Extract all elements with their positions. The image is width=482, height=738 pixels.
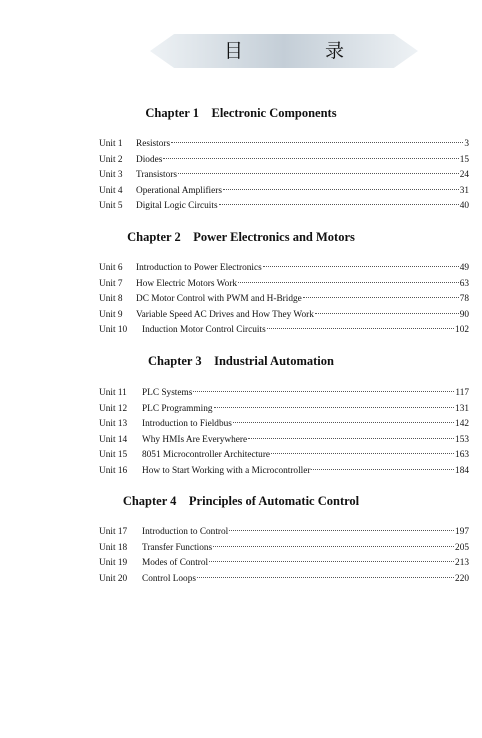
dot-leader [214, 407, 455, 408]
unit-title: 8051 Microcontroller Architecture [142, 450, 271, 460]
unit-title: Variable Speed AC Drives and How They Work [136, 309, 314, 320]
page-number: 205 [455, 542, 469, 553]
unit-number: Unit 19 [99, 558, 128, 568]
unit-number: Unit 18 [99, 542, 128, 553]
page-number: 184 [455, 465, 469, 476]
dot-leader [223, 189, 459, 190]
unit-title: PLC Systems [142, 388, 193, 398]
toc-entry[interactable] [99, 137, 469, 151]
toc-entry[interactable] [99, 184, 469, 198]
toc-title: 目 录 [223, 40, 383, 62]
page-number: 49 [459, 263, 469, 273]
toc-entry[interactable] [99, 292, 469, 306]
dot-leader [213, 546, 454, 547]
unit-title: Introduction to Power Electronics [136, 263, 262, 273]
toc-entry[interactable] [99, 417, 469, 431]
unit-number: Unit 20 [99, 573, 128, 584]
page-number: 131 [455, 403, 469, 414]
unit-number: Unit 6 [99, 263, 123, 273]
dot-leader [193, 391, 454, 392]
unit-title: Why HMIs Are Everywhere [142, 434, 248, 445]
page-number: 163 [455, 450, 469, 460]
unit-number: Unit 10 [99, 325, 128, 335]
dot-leader [311, 469, 454, 470]
dot-leader [267, 328, 454, 329]
unit-number: Unit 11 [99, 388, 127, 398]
dot-leader [229, 530, 454, 531]
toc-entry[interactable] [99, 386, 469, 400]
unit-title: DC Motor Control with PWM and H-Bridge [136, 294, 302, 304]
page-number: 3 [464, 139, 469, 149]
toc-entry[interactable] [99, 402, 469, 416]
toc-entry[interactable] [99, 433, 469, 447]
unit-number: Unit 1 [99, 139, 123, 149]
page-number: 153 [455, 434, 469, 445]
unit-number: Unit 16 [99, 465, 128, 476]
unit-title: Digital Logic Circuits [136, 201, 218, 211]
unit-number: Unit 17 [99, 527, 128, 537]
chapter-heading: Chapter 1 Electronic Components [145, 106, 337, 120]
unit-number: Unit 9 [99, 309, 123, 320]
page-number: 40 [459, 201, 469, 211]
toc-entry[interactable] [99, 572, 469, 586]
unit-title: Induction Motor Control Circuits [142, 325, 266, 335]
chapter-heading: Chapter 2 Power Electronics and Motors [127, 230, 355, 244]
page-number: 102 [455, 325, 469, 335]
page-number: 15 [459, 154, 469, 165]
dot-leader [219, 204, 459, 205]
unit-title: Control Loops [142, 573, 196, 584]
page-number: 197 [455, 527, 469, 537]
dot-leader [233, 422, 454, 423]
unit-number: Unit 15 [99, 450, 128, 460]
dot-leader [238, 282, 459, 283]
unit-title: Operational Amplifiers [136, 185, 222, 196]
dot-leader [303, 297, 459, 298]
unit-title: PLC Programming [142, 403, 213, 414]
unit-number: Unit 3 [99, 170, 123, 180]
dot-leader [171, 142, 463, 143]
unit-number: Unit 5 [99, 201, 123, 211]
toc-entry[interactable] [99, 448, 469, 462]
dot-leader [271, 453, 454, 454]
page-number: 31 [459, 185, 469, 196]
page-number: 117 [455, 388, 469, 398]
unit-title: Resistors [136, 139, 171, 149]
dot-leader [197, 577, 454, 578]
toc-entry[interactable] [99, 464, 469, 478]
toc-entry[interactable] [99, 541, 469, 555]
toc-entry[interactable] [99, 277, 469, 291]
chapter-heading: Chapter 4 Principles of Automatic Control [122, 494, 360, 508]
chapter-heading: Chapter 3 Industrial Automation [148, 354, 334, 368]
unit-number: Unit 8 [99, 294, 123, 304]
toc-entry[interactable] [99, 556, 469, 570]
unit-title: Modes of Control [142, 558, 209, 568]
unit-number: Unit 14 [99, 434, 128, 445]
toc-entry[interactable] [99, 168, 469, 182]
unit-title: How to Start Working with a Microcontroller [142, 465, 311, 476]
page-number: 63 [459, 278, 469, 289]
unit-title: How Electric Motors Work [136, 278, 238, 289]
page-number: 220 [455, 573, 469, 584]
unit-number: Unit 12 [99, 403, 128, 414]
unit-title: Introduction to Fieldbus [142, 419, 232, 429]
unit-title: Introduction to Control [142, 527, 229, 537]
unit-number: Unit 13 [99, 419, 128, 429]
toc-entry[interactable] [99, 153, 469, 167]
unit-title: Transfer Functions [142, 542, 213, 553]
page-number: 24 [459, 170, 469, 180]
unit-number: Unit 2 [99, 154, 123, 165]
page-number: 213 [455, 558, 469, 568]
dot-leader [263, 266, 459, 267]
dot-leader [315, 313, 459, 314]
toc-entry[interactable] [99, 308, 469, 322]
unit-title: Transistors [136, 170, 177, 180]
unit-title: Diodes [136, 154, 163, 165]
page-number: 90 [459, 309, 469, 320]
unit-number: Unit 4 [99, 185, 123, 196]
toc-entry[interactable] [99, 323, 469, 337]
toc-entry[interactable] [99, 199, 469, 213]
dot-leader [178, 173, 459, 174]
toc-entry[interactable] [99, 261, 469, 275]
page-number: 78 [459, 294, 469, 304]
dot-leader [248, 438, 454, 439]
toc-entry[interactable] [99, 525, 469, 539]
dot-leader [209, 561, 454, 562]
page-number: 142 [455, 419, 469, 429]
unit-number: Unit 7 [99, 278, 123, 289]
dot-leader [163, 158, 458, 159]
